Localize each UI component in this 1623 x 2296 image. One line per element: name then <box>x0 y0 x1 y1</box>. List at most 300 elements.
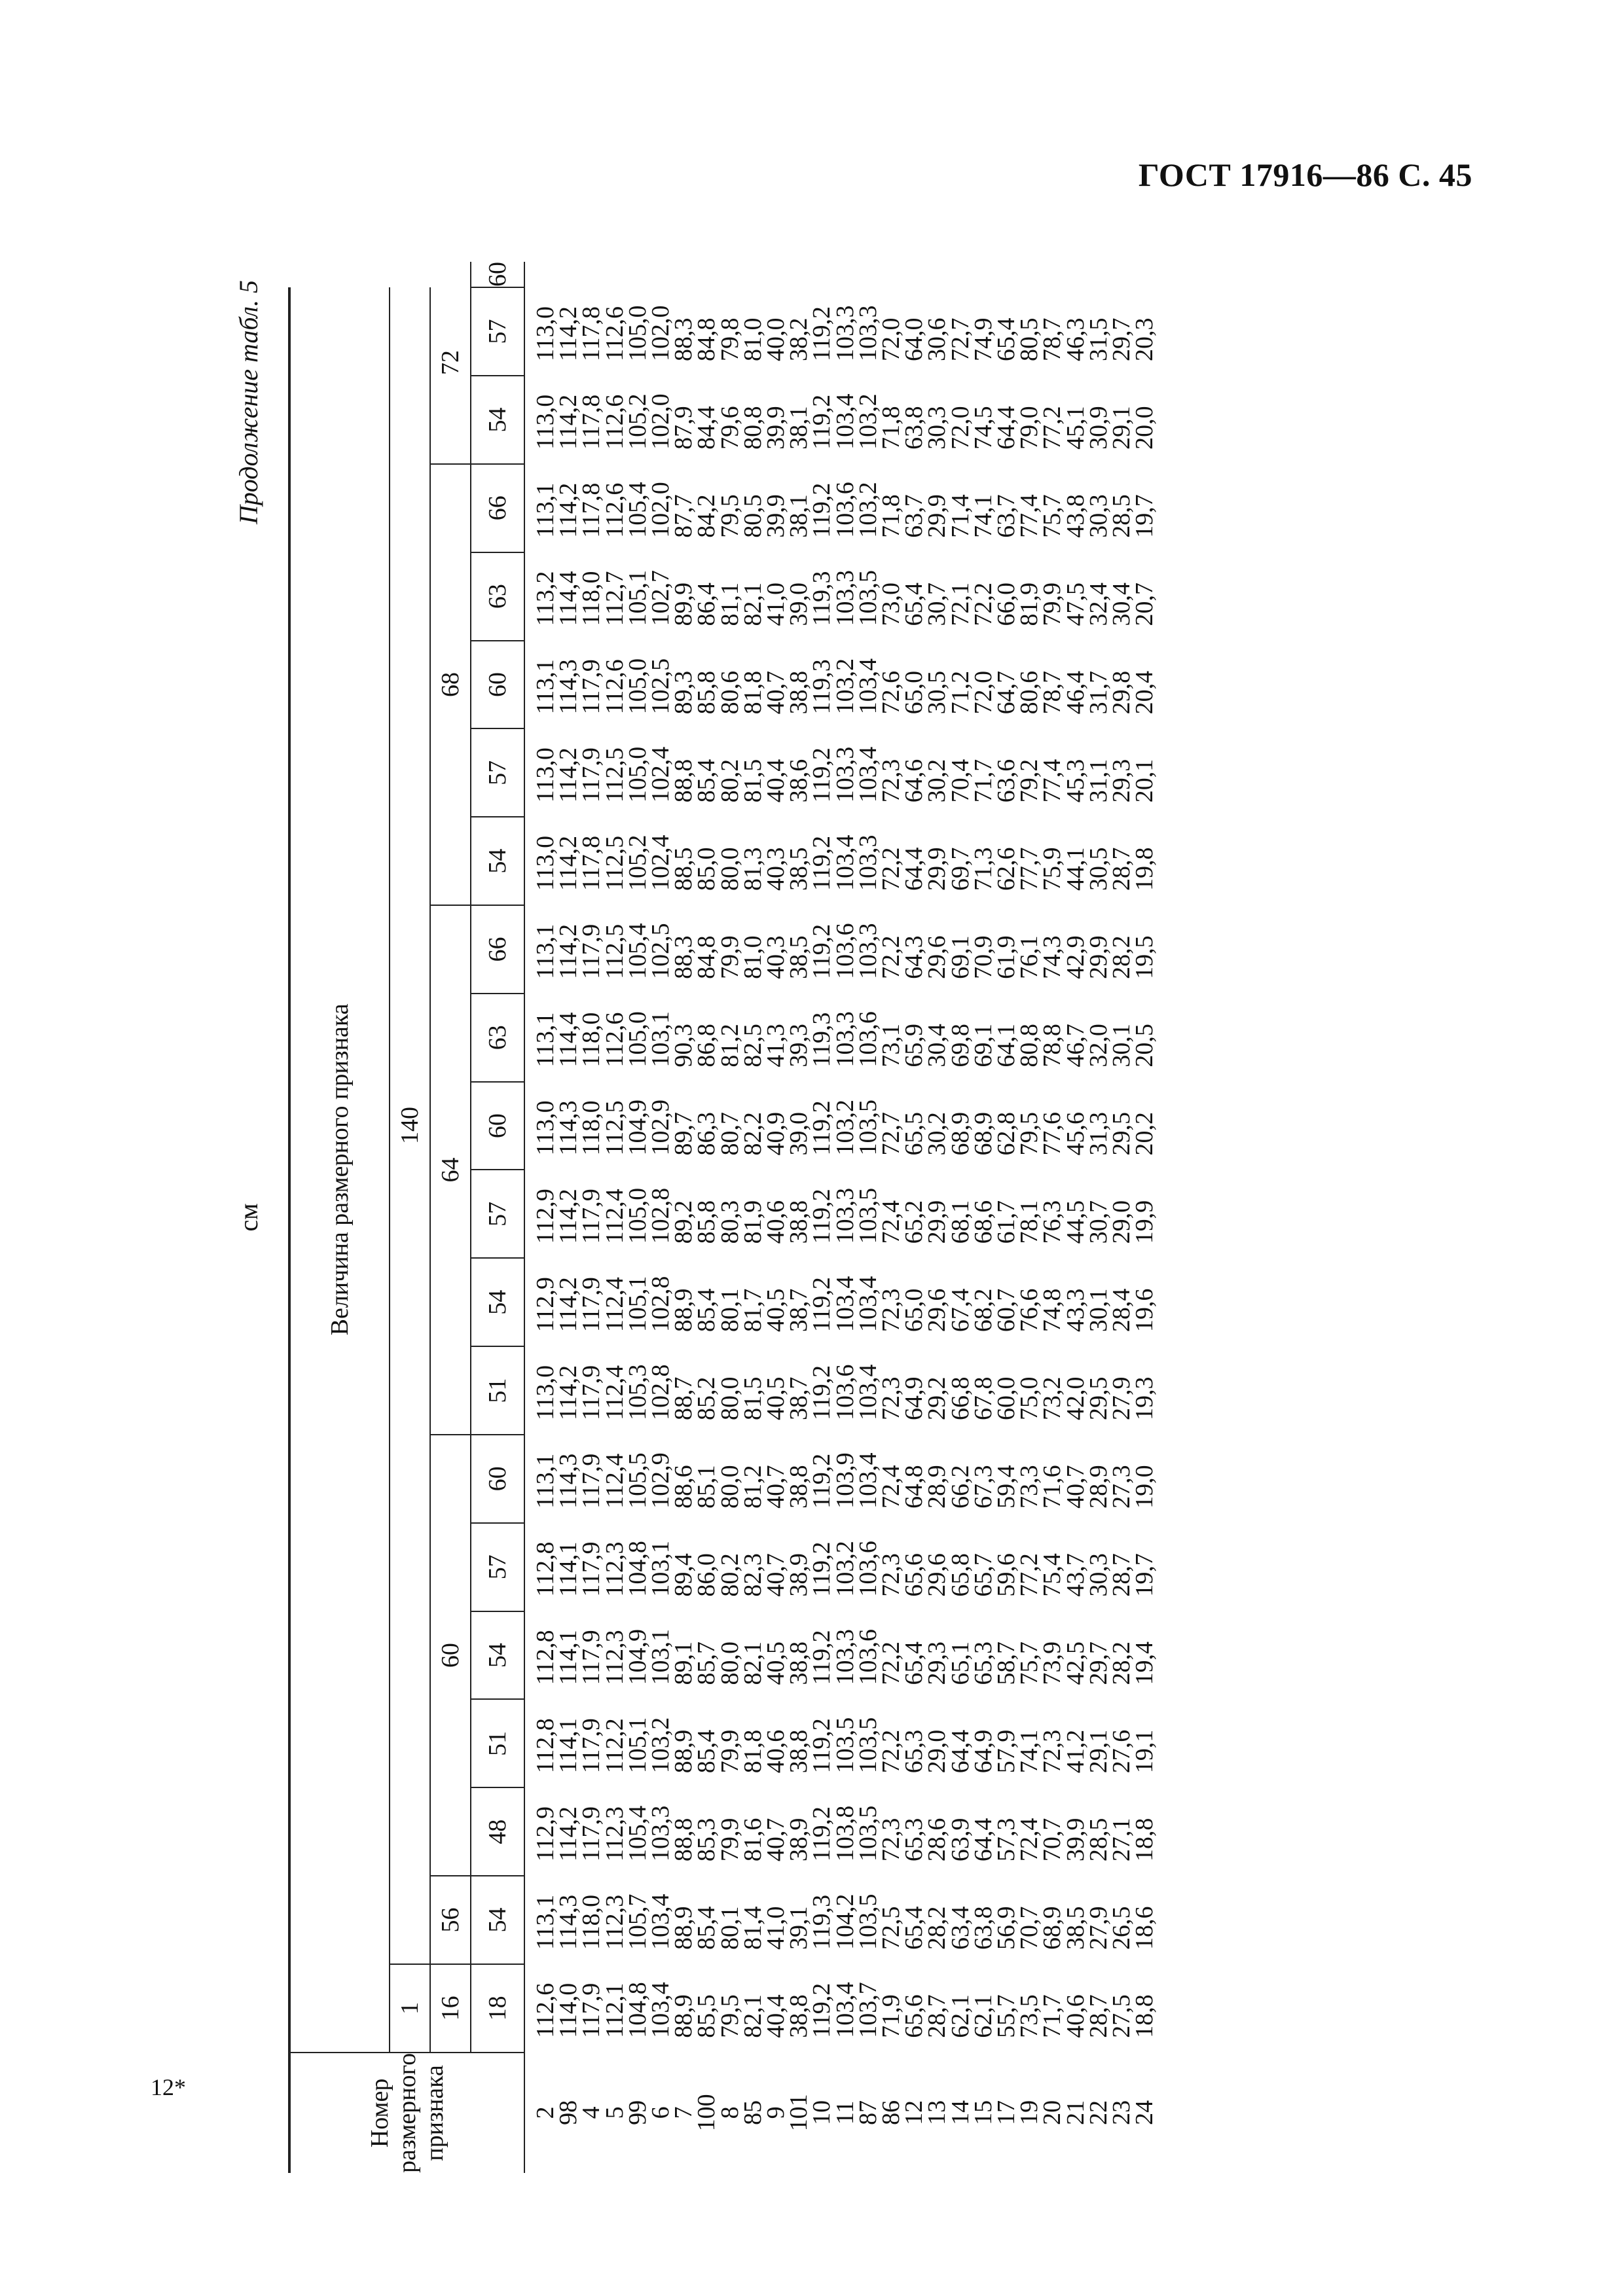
value-cell: 102,8 <box>647 1276 675 1333</box>
value-cell: 29,1 <box>1084 1729 1112 1774</box>
feature-number-cell: 13 <box>923 2100 951 2125</box>
value-cell: 85,4 <box>693 759 721 803</box>
value-cell: 112,4 <box>600 1277 629 1333</box>
size-table <box>288 262 1159 2173</box>
value-cell: 89,7 <box>670 1112 698 1156</box>
value-cell: 112,6 <box>600 306 629 362</box>
table-wrapper <box>288 262 1159 2173</box>
value-cell: 28,6 <box>923 1818 951 1862</box>
value-cell: 103,3 <box>831 746 859 803</box>
value-cell: 114,2 <box>555 1806 583 1862</box>
value-cell: 112,6 <box>532 1982 559 2038</box>
value-cell: 79,8 <box>716 317 744 362</box>
value-cell: 89,9 <box>670 583 698 626</box>
value-cell: 80,5 <box>1015 317 1044 362</box>
value-cell: 74,9 <box>969 317 997 362</box>
value-cell: 103,2 <box>831 1541 859 1597</box>
value-cell: 80,5 <box>739 494 767 538</box>
value-cell: 79,9 <box>716 935 744 979</box>
value-cell: 80,0 <box>716 1376 744 1420</box>
value-cell: 38,5 <box>1061 1906 1089 1950</box>
value-cell: 31,3 <box>1084 1112 1112 1156</box>
value-cell: 72,6 <box>877 670 905 715</box>
value-cell: 65,5 <box>900 1112 928 1156</box>
value-cell: 82,3 <box>739 1553 767 1597</box>
value-cell: 103,9 <box>831 1452 859 1509</box>
value-cell: 78,1 <box>1015 1200 1044 1244</box>
value-cell: 43,8 <box>1061 494 1089 538</box>
value-cell: 28,5 <box>1108 494 1136 538</box>
value-cell: 103,2 <box>854 482 882 538</box>
value-cell: 65,8 <box>946 1553 974 1597</box>
value-cell: 27,6 <box>1108 1729 1136 1774</box>
value-cell: 72,5 <box>877 1906 905 1950</box>
value-cell: 102,9 <box>647 1452 675 1509</box>
table-row <box>788 262 811 2173</box>
value-cell: 112,9 <box>532 1806 559 1862</box>
value-cell: 81,3 <box>739 847 767 891</box>
value-cell: 114,4 <box>555 1012 583 1067</box>
value-cell: 84,2 <box>693 494 721 538</box>
value-cell: 67,4 <box>946 1288 974 1333</box>
value-cell: 103,6 <box>831 923 859 979</box>
value-cell: 68,9 <box>1038 1906 1067 1950</box>
value-cell: 90,3 <box>670 1024 698 1067</box>
feature-number-cell: 2 <box>532 2106 559 2119</box>
table-row <box>1087 262 1110 2173</box>
value-cell: 105,2 <box>623 834 651 891</box>
value-cell: 29,5 <box>1108 1112 1136 1156</box>
value-cell: 114,2 <box>555 482 583 538</box>
value-cell: 80,0 <box>716 847 744 891</box>
column-header: 54 <box>471 1258 524 1346</box>
value-cell: 69,7 <box>946 847 974 891</box>
value-cell: 102,8 <box>647 1364 675 1420</box>
value-cell: 69,1 <box>969 1024 997 1067</box>
value-cell: 113,1 <box>532 924 559 979</box>
value-cell: 47,5 <box>1061 583 1089 626</box>
value-cell: 57,9 <box>993 1729 1021 1774</box>
value-cell: 26,5 <box>1108 1906 1136 1950</box>
value-cell: 20,2 <box>1131 1112 1159 1156</box>
value-cell: 119,2 <box>808 1541 836 1597</box>
value-cell: 27,9 <box>1084 1906 1112 1950</box>
value-cell: 70,9 <box>969 935 997 979</box>
value-cell: 40,6 <box>762 1200 790 1244</box>
column-header: 51 <box>471 1699 524 1787</box>
value-cell: 119,2 <box>808 835 836 891</box>
value-cell: 40,6 <box>1061 1994 1089 2038</box>
value-cell: 86,3 <box>693 1112 721 1156</box>
column-header: 60 <box>471 641 524 729</box>
value-cell: 70,4 <box>946 759 974 803</box>
header-r2-16: 16 <box>430 1964 471 2053</box>
feature-number-cell: 4 <box>577 2106 606 2119</box>
column-header: 54 <box>471 376 524 464</box>
value-cell: 71,4 <box>946 494 974 538</box>
header-r2-72: 72 <box>430 262 471 464</box>
value-cell: 63,4 <box>946 1906 974 1950</box>
value-cell: 29,9 <box>923 494 951 538</box>
value-cell: 65,6 <box>900 1553 928 1597</box>
value-cell: 72,2 <box>877 847 905 891</box>
value-cell: 88,9 <box>670 1729 698 1774</box>
value-cell: 28,2 <box>923 1906 951 1950</box>
value-cell: 82,1 <box>739 1641 767 1685</box>
value-cell: 82,1 <box>739 1994 767 2038</box>
value-cell: 29,2 <box>923 1376 951 1420</box>
value-cell: 113,0 <box>532 306 559 362</box>
value-cell: 72,2 <box>877 935 905 979</box>
feature-number-cell: 20 <box>1038 2100 1067 2125</box>
value-cell: 72,2 <box>969 583 997 626</box>
value-cell: 38,7 <box>785 1376 813 1420</box>
value-cell: 118,0 <box>577 571 606 626</box>
value-cell: 41,2 <box>1061 1729 1089 1774</box>
value-cell: 103,8 <box>831 1805 859 1862</box>
value-cell: 74,1 <box>969 494 997 538</box>
value-cell: 87,9 <box>670 406 698 450</box>
value-cell: 72,3 <box>877 1818 905 1862</box>
value-cell: 28,2 <box>1108 1641 1136 1685</box>
value-cell: 76,6 <box>1015 1288 1044 1333</box>
column-header: 66 <box>471 464 524 552</box>
value-cell: 78,8 <box>1038 1024 1067 1067</box>
column-header: 54 <box>471 1876 524 1964</box>
table-row <box>1065 262 1087 2173</box>
value-cell: 62,8 <box>993 1112 1021 1156</box>
value-cell: 85,8 <box>693 670 721 715</box>
value-cell: 88,5 <box>670 847 698 891</box>
value-cell: 105,2 <box>623 393 651 450</box>
value-cell: 63,8 <box>900 406 928 450</box>
value-cell: 77,2 <box>1015 1553 1044 1597</box>
value-cell: 65,9 <box>900 1024 928 1067</box>
value-cell: 63,8 <box>969 1906 997 1950</box>
table-row <box>649 262 672 2173</box>
value-cell: 119,3 <box>808 1012 836 1067</box>
value-cell: 40,3 <box>762 847 790 891</box>
value-cell: 117,9 <box>577 747 606 803</box>
value-cell: 103,5 <box>854 570 882 626</box>
column-header: 51 <box>471 1346 524 1435</box>
value-cell: 114,2 <box>555 1365 583 1420</box>
value-cell: 19,9 <box>1131 1200 1159 1244</box>
value-cell: 61,7 <box>993 1200 1021 1244</box>
value-cell: 80,0 <box>716 1465 744 1509</box>
value-cell: 40,3 <box>762 935 790 979</box>
value-cell: 39,0 <box>785 583 813 626</box>
column-header: 60 <box>471 262 524 287</box>
value-cell: 79,9 <box>716 1818 744 1862</box>
value-cell: 29,3 <box>1108 759 1136 803</box>
value-cell: 59,6 <box>993 1553 1021 1597</box>
value-cell: 103,5 <box>854 1100 882 1156</box>
value-cell: 38,8 <box>785 1641 813 1685</box>
value-cell: 75,0 <box>1015 1376 1044 1420</box>
value-cell: 45,6 <box>1061 1112 1089 1156</box>
value-cell: 82,2 <box>739 1112 767 1156</box>
value-cell: 77,4 <box>1015 494 1044 538</box>
value-cell: 72,0 <box>946 406 974 450</box>
value-cell: 66,0 <box>993 583 1021 626</box>
value-cell: 112,8 <box>532 1718 559 1774</box>
value-cell: 79,0 <box>1015 406 1044 450</box>
value-cell: 114,2 <box>555 747 583 803</box>
value-cell: 73,0 <box>877 583 905 626</box>
value-cell: 103,3 <box>831 305 859 362</box>
value-cell: 43,7 <box>1061 1553 1089 1597</box>
value-cell: 85,4 <box>693 1288 721 1333</box>
value-cell: 112,6 <box>600 482 629 538</box>
value-cell: 40,0 <box>762 317 790 362</box>
table-row <box>765 262 788 2173</box>
value-cell: 31,7 <box>1084 670 1112 715</box>
value-cell: 84,4 <box>693 406 721 450</box>
value-cell: 86,4 <box>693 583 721 626</box>
value-cell: 38,8 <box>785 1200 813 1244</box>
header-r1-c2: 140 <box>390 287 430 1964</box>
value-cell: 103,3 <box>647 1805 675 1862</box>
value-cell: 65,6 <box>900 1994 928 2038</box>
value-cell: 105,0 <box>623 1187 651 1244</box>
value-cell: 84,8 <box>693 317 721 362</box>
value-cell: 104,9 <box>623 1100 651 1156</box>
value-cell: 65,4 <box>900 583 928 626</box>
header-r2-64: 64 <box>430 905 471 1435</box>
value-cell: 103,6 <box>854 1011 882 1067</box>
value-cell: 38,5 <box>785 935 813 979</box>
value-cell: 73,9 <box>1038 1641 1067 1685</box>
value-cell: 68,1 <box>946 1200 974 1244</box>
value-cell: 30,1 <box>1108 1024 1136 1067</box>
value-cell: 38,8 <box>785 1465 813 1509</box>
value-cell: 79,9 <box>1038 583 1067 626</box>
value-cell: 57,3 <box>993 1818 1021 1862</box>
value-cell: 119,2 <box>808 1806 836 1862</box>
value-cell: 79,5 <box>716 494 744 538</box>
value-cell: 114,2 <box>555 306 583 362</box>
value-cell: 56,9 <box>993 1906 1021 1950</box>
column-header: 66 <box>471 905 524 994</box>
feature-number-cell: 24 <box>1131 2100 1159 2125</box>
value-cell: 103,3 <box>831 1187 859 1244</box>
value-cell: 38,7 <box>785 1288 813 1333</box>
value-cell: 119,3 <box>808 659 836 715</box>
value-cell: 40,7 <box>762 1553 790 1597</box>
value-cell: 20,3 <box>1131 317 1159 362</box>
column-header: 57 <box>471 1523 524 1611</box>
value-cell: 85,4 <box>693 1906 721 1950</box>
value-cell: 20,1 <box>1131 759 1159 803</box>
value-cell: 85,4 <box>693 1729 721 1774</box>
value-cell: 112,8 <box>532 1541 559 1597</box>
value-cell: 74,8 <box>1038 1288 1067 1333</box>
value-cell: 44,5 <box>1061 1200 1089 1244</box>
value-cell: 81,9 <box>1015 583 1044 626</box>
value-cell: 77,7 <box>1015 847 1044 891</box>
value-cell: 105,1 <box>623 570 651 626</box>
value-cell: 40,5 <box>762 1376 790 1420</box>
table-row <box>524 262 557 2173</box>
value-cell: 28,7 <box>1084 1994 1112 2038</box>
feature-number-cell: 14 <box>946 2100 974 2125</box>
value-cell: 46,7 <box>1061 1024 1089 1067</box>
value-cell: 64,1 <box>993 1024 1021 1067</box>
value-cell: 72,1 <box>946 583 974 626</box>
feature-number-cell: 15 <box>969 2100 997 2125</box>
value-cell: 72,4 <box>1015 1818 1044 1862</box>
value-cell: 72,0 <box>877 317 905 362</box>
value-cell: 119,2 <box>808 482 836 538</box>
value-cell: 103,4 <box>831 834 859 891</box>
value-cell: 112,9 <box>532 1189 559 1244</box>
value-cell: 29,1 <box>1108 406 1136 450</box>
feature-number-cell: 23 <box>1108 2100 1136 2125</box>
value-cell: 81,6 <box>739 1818 767 1862</box>
value-cell: 80,2 <box>716 1553 744 1597</box>
value-cell: 119,2 <box>808 1453 836 1509</box>
value-cell: 103,4 <box>831 1982 859 2038</box>
value-cell: 103,4 <box>831 393 859 450</box>
value-cell: 64,7 <box>993 670 1021 715</box>
value-cell: 80,2 <box>716 759 744 803</box>
value-cell: 105,0 <box>623 746 651 803</box>
column-header: 54 <box>471 1611 524 1700</box>
value-cell: 114,3 <box>555 659 583 715</box>
value-cell: 103,5 <box>854 1805 882 1862</box>
value-cell: 41,0 <box>762 583 790 626</box>
value-cell: 103,5 <box>854 1893 882 1950</box>
column-header: 63 <box>471 994 524 1082</box>
value-cell: 77,2 <box>1038 406 1067 450</box>
value-cell: 114,3 <box>555 1100 583 1156</box>
value-cell: 61,9 <box>993 935 1021 979</box>
value-cell: 113,1 <box>532 1894 559 1950</box>
column-header: 54 <box>471 817 524 905</box>
value-cell: 85,5 <box>693 1994 721 2038</box>
value-cell: 113,1 <box>532 482 559 538</box>
feature-number-cell: 7 <box>670 2106 698 2119</box>
value-cell: 38,9 <box>785 1553 813 1597</box>
value-cell: 66,8 <box>946 1376 974 1420</box>
value-cell: 68,6 <box>969 1200 997 1244</box>
value-cell: 38,8 <box>785 1994 813 2038</box>
value-cell: 86,0 <box>693 1553 721 1597</box>
value-cell: 114,4 <box>555 571 583 626</box>
value-cell: 43,3 <box>1061 1288 1089 1333</box>
value-cell: 74,1 <box>1015 1729 1044 1774</box>
value-cell: 102,0 <box>647 305 675 362</box>
value-cell: 28,7 <box>923 1994 951 2038</box>
value-cell: 104,9 <box>623 1628 651 1685</box>
value-cell: 85,3 <box>693 1818 721 1862</box>
value-cell: 119,2 <box>808 1365 836 1420</box>
table-row <box>972 262 995 2173</box>
value-cell: 20,4 <box>1131 670 1159 715</box>
value-cell: 74,5 <box>969 406 997 450</box>
value-cell: 113,1 <box>532 1012 559 1067</box>
table-row <box>1133 262 1156 2173</box>
value-cell: 112,3 <box>600 1541 629 1597</box>
value-cell: 71,6 <box>1038 1465 1067 1509</box>
table-row <box>672 262 695 2173</box>
value-cell: 27,1 <box>1108 1818 1136 1862</box>
value-cell: 102,4 <box>647 746 675 803</box>
value-cell: 117,9 <box>577 1982 606 2038</box>
value-cell: 113,2 <box>532 571 559 626</box>
value-cell: 71,7 <box>969 759 997 803</box>
value-cell: 38,8 <box>785 1729 813 1774</box>
value-cell: 105,0 <box>623 658 651 715</box>
value-cell: 63,7 <box>900 494 928 538</box>
value-cell: 20,0 <box>1131 406 1159 450</box>
value-cell: 114,2 <box>555 1277 583 1333</box>
value-cell: 39,9 <box>762 494 790 538</box>
value-cell: 28,9 <box>1084 1465 1112 1509</box>
value-cell: 105,5 <box>623 1452 651 1509</box>
value-cell: 103,6 <box>854 1541 882 1597</box>
value-cell: 71,7 <box>1038 1994 1067 2038</box>
value-cell: 87,7 <box>670 494 698 538</box>
value-cell: 38,5 <box>785 847 813 891</box>
value-cell: 105,7 <box>623 1893 651 1950</box>
value-cell: 19,8 <box>1131 847 1159 891</box>
value-cell: 65,1 <box>946 1641 974 1685</box>
value-cell: 29,6 <box>923 935 951 979</box>
value-cell: 114,2 <box>555 924 583 979</box>
feature-number-cell: 86 <box>877 2100 905 2125</box>
value-cell: 80,1 <box>716 1906 744 1950</box>
value-cell: 117,8 <box>577 306 606 362</box>
header-value-group: Величина размерного признака <box>289 287 390 2053</box>
value-cell: 60,0 <box>993 1376 1021 1420</box>
value-cell: 29,7 <box>1084 1641 1112 1685</box>
value-cell: 65,0 <box>900 1288 928 1333</box>
value-cell: 117,9 <box>577 1189 606 1244</box>
value-cell: 117,9 <box>577 924 606 979</box>
value-cell: 119,2 <box>808 394 836 450</box>
value-cell: 119,2 <box>808 1189 836 1244</box>
value-cell: 29,5 <box>1084 1376 1112 1420</box>
table-row <box>695 262 718 2173</box>
value-cell: 79,9 <box>716 1729 744 1774</box>
value-cell: 68,9 <box>946 1112 974 1156</box>
value-cell: 71,8 <box>877 406 905 450</box>
value-cell: 46,3 <box>1061 317 1089 362</box>
feature-number-cell: 85 <box>739 2100 767 2125</box>
value-cell: 113,0 <box>532 394 559 450</box>
value-cell: 88,9 <box>670 1906 698 1950</box>
value-cell: 19,1 <box>1131 1729 1159 1774</box>
value-cell: 71,9 <box>877 1994 905 2038</box>
value-cell: 60,7 <box>993 1288 1021 1333</box>
value-cell: 103,2 <box>831 1100 859 1156</box>
value-cell: 38,2 <box>785 317 813 362</box>
value-cell: 32,4 <box>1084 583 1112 626</box>
value-cell: 64,9 <box>969 1729 997 1774</box>
value-cell: 117,9 <box>577 1453 606 1509</box>
table-row <box>903 262 926 2173</box>
value-cell: 103,3 <box>831 1011 859 1067</box>
value-cell: 112,6 <box>600 659 629 715</box>
value-cell: 73,2 <box>1038 1376 1067 1420</box>
value-cell: 42,5 <box>1061 1641 1089 1685</box>
value-cell: 88,3 <box>670 317 698 362</box>
header-r2-60: 60 <box>430 1435 471 1876</box>
table-row <box>995 262 1018 2173</box>
value-cell: 40,5 <box>762 1641 790 1685</box>
